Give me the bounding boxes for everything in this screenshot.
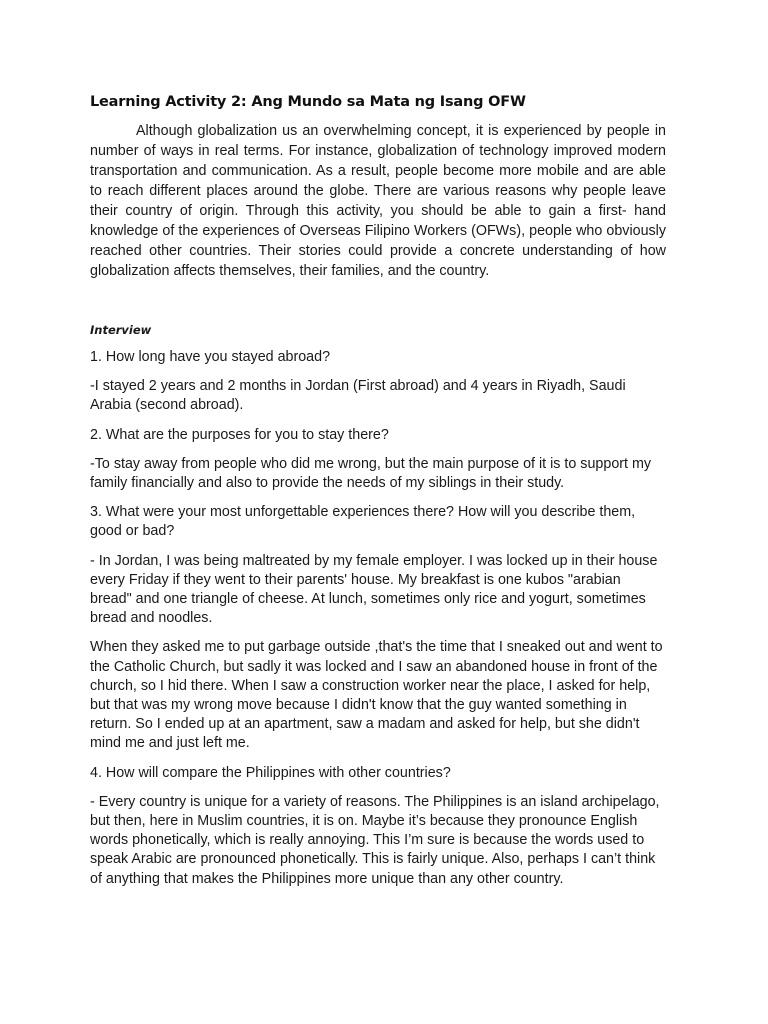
document-page bbox=[90, 92, 666, 899]
answer-4: - Every country is unique for a variety of reasons. The Philippines is an island archipelago, but then, here in Muslim countries, it is on. Maybe it’s because they pronounce English words phonetically, which is really annoying. This I’m sure is because the words used to speak Arabic are pronounced phonetically. This is fairly unique. Also, perhaps I can’t think of anything that makes the Philippines more unique than any other country. bbox=[90, 793, 660, 887]
answer-3-part-1: - In Jordan, I was being maltreated by my female employer. I was locked up in their house every Friday if they went to their parents' house. My breakfast is one kubos "arabian bread" and one triangle of cheese. At lunch, sometimes only rice and yogurt, sometimes bread and noodles. bbox=[90, 552, 658, 627]
document-title: Learning Activity 2: Ang Mundo sa Mata ng Isang OFW bbox=[90, 94, 526, 110]
interview-content bbox=[90, 348, 666, 889]
section-label-interview: Interview bbox=[90, 323, 152, 337]
question-1: 1. How long have you stayed abroad? bbox=[90, 349, 331, 365]
question-2: 2. What are the purposes for you to stay there? bbox=[90, 426, 389, 443]
question-3: 3. What were your most unforgettable experiences there? How will you describe them, good or bad? bbox=[90, 504, 636, 540]
question-4: 4. How will compare the Philippines with other countries? bbox=[90, 764, 451, 781]
answer-3-part-2: When they asked me to put garbage outside ,that's the time that I sneaked out and went to the Catholic Church, but sadly it was locked and I saw an abandoned house in front of the church, so I hid there. When I saw a construction worker near the place, I asked for help, but that was my wrong move because I didn't know that the guy wanted something in return. So I ended up at an apartment, saw a madam and asked for help, but she didn't mind me and just left me. bbox=[90, 639, 663, 752]
answer-1: -I stayed 2 years and 2 months in Jordan (First abroad) and 4 years in Riyadh, Saudi Arabia (second abroad). bbox=[90, 378, 626, 414]
intro-paragraph: Although globalization us an overwhelming concept, it is experienced by people in number of ways in real terms. For instance, globalization of technology improved modern transportation and communication. As a result, people become more mobile and are able to reach different places around the globe. There are various reasons why people leave their country of origin. Through this activity, you should be able to gain a first- hand knowledge of the experiences of Overseas Filipino Workers (OFWs), people who obviously reached other countries. Their stories could provide a concrete understanding of how globalization affects themselves, their families, and the country. bbox=[90, 123, 666, 279]
answer-2: -To stay away from people who did me wrong, but the main purpose of it is to support my family financially and also to provide the needs of my siblings in their study. bbox=[90, 455, 652, 492]
